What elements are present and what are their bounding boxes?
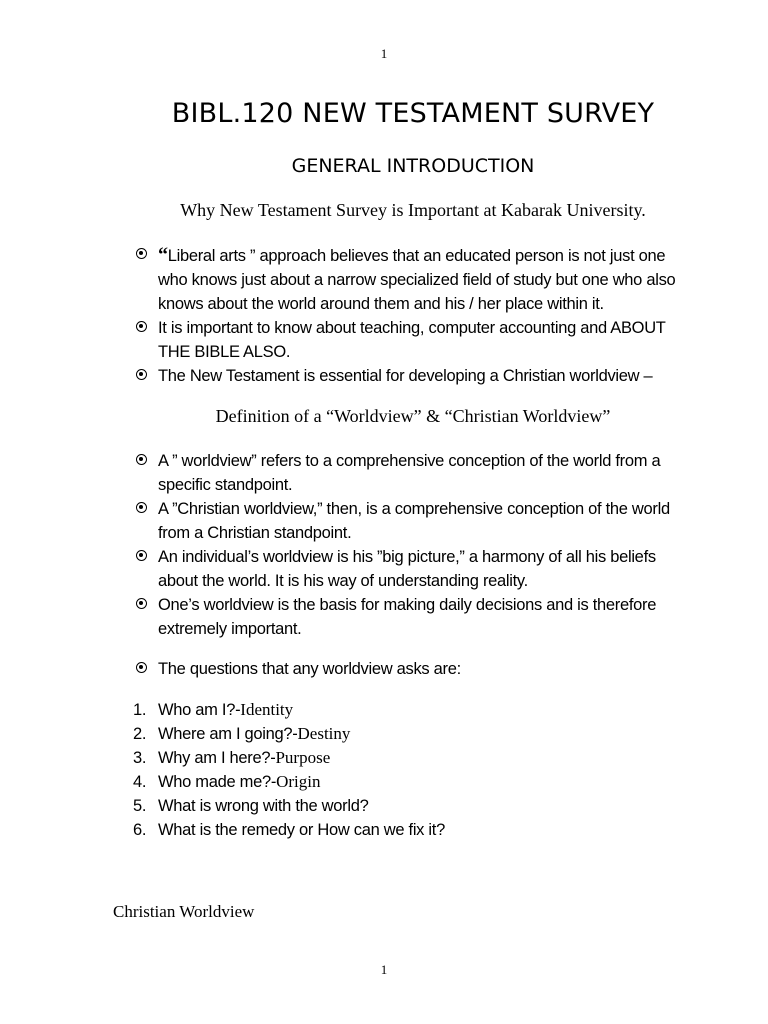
- page-number-top: 1: [380, 46, 388, 61]
- list-item: [136, 243, 716, 316]
- question-number: 3.: [133, 749, 147, 767]
- list-item: [136, 316, 716, 364]
- section-label-christian-worldview: Christian Worldview: [113, 902, 255, 921]
- question-term: Origin: [276, 772, 321, 791]
- question-item: [133, 818, 633, 842]
- bullet-line: A ”Christian worldview,” then, is a comprehensive conception of the world: [158, 500, 670, 518]
- page-subtitle: GENERAL INTRODUCTION: [291, 155, 535, 177]
- list-item: [136, 364, 716, 388]
- circled-dot-bullet-icon: [136, 321, 147, 332]
- question-text: What is the remedy or How can we fix it?: [158, 821, 445, 839]
- list-item: [136, 593, 716, 641]
- question-text: Why am I here?-: [158, 749, 276, 767]
- page-number-bottom: 1: [380, 962, 388, 977]
- list-item: [136, 657, 716, 681]
- question-term: Destiny: [297, 724, 351, 743]
- circled-dot-bullet-icon: [136, 502, 147, 513]
- question-item: [133, 794, 633, 818]
- list-item: [136, 545, 716, 593]
- question-term: Purpose: [275, 748, 331, 767]
- bullet-line: An individual’s worldview is his ”big picture,” a harmony of all his beliefs: [158, 548, 656, 566]
- question-text: Who am I?-: [158, 701, 241, 719]
- question-text: Who made me?-: [158, 773, 277, 791]
- bullet-line: The New Testament is essential for developing a Christian worldview –: [158, 367, 653, 385]
- questions-intro: The questions that any worldview asks are:: [158, 660, 461, 678]
- bullet-line: A ” worldview” refers to a comprehensive conception of the world from a: [158, 452, 661, 470]
- question-item: [133, 722, 633, 746]
- questions-intro-list: [136, 657, 716, 681]
- question-item: [133, 770, 633, 794]
- bullet-line: It is important to know about teaching, computer accounting and ABOUT: [158, 319, 666, 337]
- question-number: 1.: [133, 701, 147, 719]
- circled-dot-bullet-icon: [136, 550, 147, 561]
- section-heading-why: Why New Testament Survey is Important at Kabarak University.: [180, 200, 646, 220]
- definition-bullet-list: [136, 449, 716, 641]
- worldview-questions-list: [133, 698, 633, 842]
- list-item: [136, 497, 716, 545]
- circled-dot-bullet-icon: [136, 598, 147, 609]
- list-item: [136, 449, 716, 497]
- bullet-line: THE BIBLE ALSO.: [158, 343, 291, 361]
- section-heading-definition: Definition of a “Worldview” & “Christian Worldview”: [215, 406, 611, 426]
- bullet-line: who knows just about a narrow specialized field of study but one who also: [158, 271, 676, 289]
- bullet-line: specific standpoint.: [158, 476, 293, 494]
- bullet-line: One’s worldview is the basis for making daily decisions and is therefore: [158, 596, 657, 614]
- bullet-line: extremely important.: [158, 620, 302, 638]
- question-number: 6.: [133, 821, 147, 839]
- question-term: Identity: [240, 700, 294, 719]
- question-item: [133, 698, 633, 722]
- why-bullet-list: [136, 243, 716, 388]
- bullet-line: from a Christian standpoint.: [158, 524, 352, 542]
- bullet-line: Liberal arts ” approach believes that an educated person is not just one: [167, 247, 666, 265]
- question-number: 5.: [133, 797, 147, 815]
- question-text: What is wrong with the world?: [158, 797, 369, 815]
- circled-dot-bullet-icon: [136, 454, 147, 465]
- circled-dot-bullet-icon: [136, 662, 147, 673]
- question-item: [133, 746, 633, 770]
- bullet-line: knows about the world around them and his / her place within it.: [158, 295, 604, 313]
- circled-dot-bullet-icon: [136, 369, 147, 380]
- circled-dot-bullet-icon: [136, 248, 147, 259]
- bullet-line: about the world. It is his way of understanding reality.: [158, 572, 528, 590]
- opening-quote: “: [158, 244, 168, 266]
- question-text: Where am I going?-: [158, 725, 298, 743]
- question-number: 4.: [133, 773, 147, 791]
- page-title: BIBL.120 NEW TESTAMENT SURVEY: [171, 98, 655, 129]
- question-number: 2.: [133, 725, 147, 743]
